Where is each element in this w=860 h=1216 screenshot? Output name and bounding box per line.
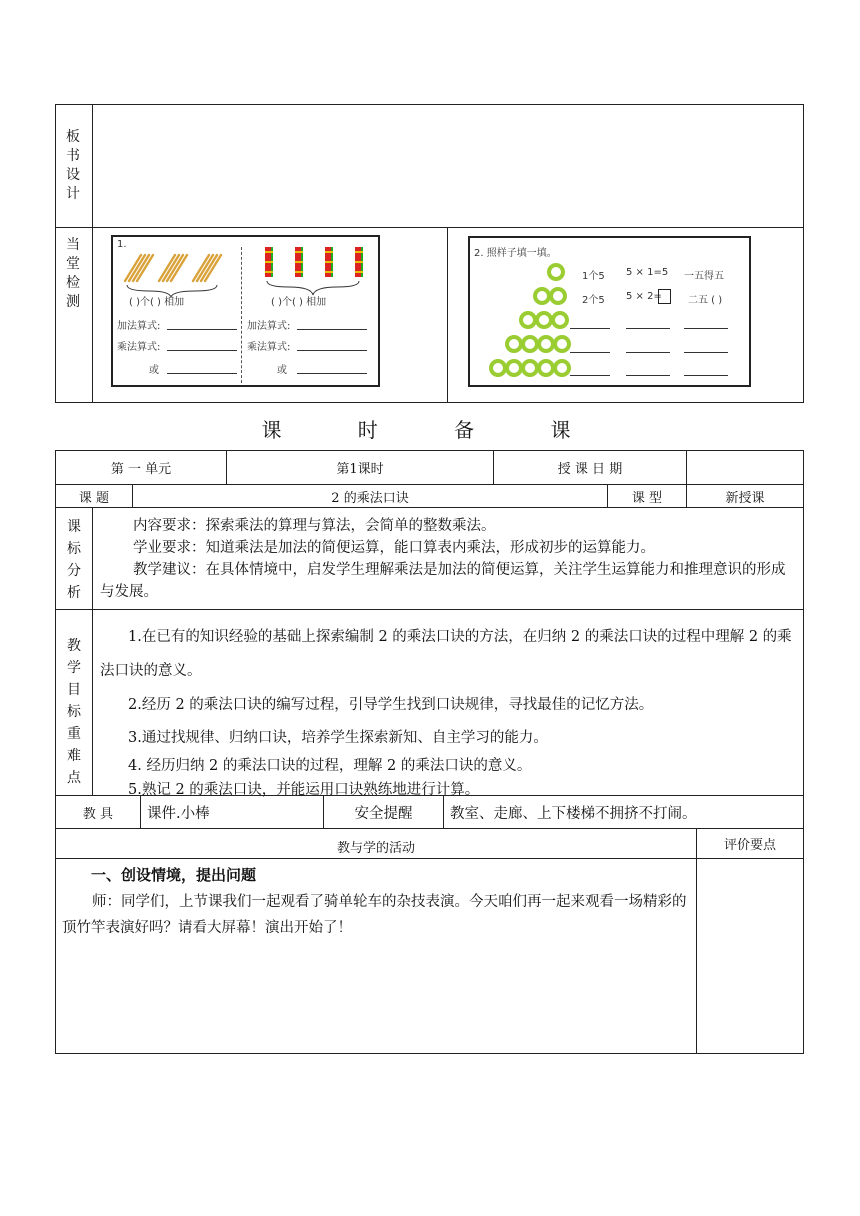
row1-count: 1个5 — [582, 271, 605, 282]
left-or-blank[interactable] — [167, 373, 237, 374]
tools-label: 教 具 — [82, 806, 114, 822]
safety-label: 安全提醒 — [354, 805, 413, 822]
blank-r3-c[interactable] — [684, 328, 728, 329]
board-design-label: 板书设计 — [66, 129, 80, 202]
check-col-divider — [447, 227, 448, 403]
lesson-type-label: 课 型 — [631, 490, 663, 506]
activity-section-title: 一、创设情境，提出问题 — [91, 866, 257, 884]
goal-item-5: 5.熟记 2 的乘法口诀，并能运用口诀熟练地进行计算。 — [128, 782, 480, 798]
standards-label: 课标分析 — [67, 519, 81, 601]
goals-content — [100, 620, 798, 802]
goals-label: 教学目标重难点 — [67, 638, 81, 786]
left-group-caption: ( )个( ) 相加 — [129, 297, 185, 308]
activities-header: 教与学的活动 — [336, 841, 415, 856]
right-mul-blank[interactable] — [297, 350, 367, 351]
row1-equation: 5 × 1=5 — [626, 267, 669, 278]
right-or-label: 或 — [277, 365, 287, 376]
lesson-type-value: 新授课 — [725, 490, 765, 506]
recycle-flowers-image — [482, 260, 576, 382]
standards-content — [100, 515, 798, 603]
topic-label: 课 题 — [78, 490, 110, 506]
unit-cell: 第 一 单元 — [110, 462, 172, 477]
topic-value: 2 的乘法口诀 — [331, 490, 409, 506]
exercise-1-figure — [111, 235, 380, 387]
answer-box[interactable] — [658, 289, 671, 304]
blank-r4-b[interactable] — [626, 352, 670, 353]
exercise-1-dash-divider — [241, 247, 242, 383]
top-table-row-divider — [55, 227, 804, 228]
goal-item-2: 2.经历 2 的乘法口诀的编写过程，引导学生找到口诀规律，寻找最佳的记忆方法。 — [128, 697, 654, 713]
blank-r5-b[interactable] — [626, 375, 670, 376]
tools-value: 课件.小棒 — [147, 805, 210, 822]
standards-line-2: 学业要求：知道乘法是加法的简便运算，能口算表内乘法，形成初步的运算能力。 — [133, 540, 655, 556]
row2-equation: 5 × 2= — [626, 291, 662, 302]
blank-r4-a[interactable] — [570, 352, 610, 353]
lesson-number-cell: 第1课时 — [336, 462, 384, 477]
block-towers-image — [261, 243, 371, 299]
blank-r4-c[interactable] — [684, 352, 728, 353]
evaluation-header: 评价要点 — [723, 838, 776, 853]
left-or-label: 或 — [149, 365, 159, 376]
row2-count: 2个5 — [582, 295, 605, 306]
right-or-blank[interactable] — [297, 373, 367, 374]
blank-r3-a[interactable] — [570, 328, 610, 329]
row1-rhyme: 一五得五 — [684, 271, 724, 282]
goal-item-4: 4. 经历归纳 2 的乘法口诀的过程，理解 2 的乘法口诀的意义。 — [128, 758, 532, 774]
teaching-date-label: 授 课 日 期 — [557, 462, 623, 477]
page-heading: 课 时 备 课 — [261, 418, 599, 442]
goal-item-3: 3.通过找规律、归纳口诀，培养学生探索新知、自主学习的能力。 — [128, 730, 548, 746]
right-mul-label: 乘法算式: — [247, 342, 291, 353]
teaching-date-value[interactable] — [687, 451, 803, 484]
standards-line-1: 内容要求：探索乘法的算理与算法，会简单的整数乘法。 — [133, 518, 496, 534]
standards-line-3: 教学建议：在具体情境中，启发学生理解乘法是加法的简便运算，关注学生运算能力和推理意识的形成与发展。 — [100, 562, 786, 600]
safety-value: 教室、走廊、上下楼梯不拥挤不打闹。 — [450, 805, 697, 822]
blank-r5-a[interactable] — [570, 375, 610, 376]
top-table-divider — [92, 104, 93, 403]
blank-r5-c[interactable] — [684, 375, 728, 376]
right-add-blank[interactable] — [297, 329, 367, 330]
activity-paragraph: 师：同学们，上节课我们一起观看了骑单轮车的杂技表演。今天咱们再一起来观看一场精彩的顶竹竿表演好吗？请看大屏幕！演出开始了！ — [62, 894, 687, 936]
left-mul-label: 乘法算式: — [117, 342, 161, 353]
row2-rhyme: 二五 ( ) — [688, 295, 723, 306]
goal-item-1: 1.在已有的知识经验的基础上探索编制 2 的乘法口诀的方法，在归纳 2 的乘法口诀的过程中理解 2 的乘法口诀的意义。 — [100, 629, 792, 679]
left-mul-blank[interactable] — [167, 350, 237, 351]
exercise-1-number: 1. — [117, 239, 127, 250]
left-add-label: 加法算式: — [117, 321, 161, 332]
exercise-2-figure — [468, 236, 751, 387]
left-add-blank[interactable] — [167, 329, 237, 330]
exercise-2-title: 2. 照样子填一填。 — [474, 248, 557, 259]
right-group-caption: ( )个( ) 相加 — [271, 297, 327, 308]
class-check-label: 当堂检测 — [66, 237, 80, 310]
right-add-label: 加法算式: — [247, 321, 291, 332]
blank-r3-b[interactable] — [626, 328, 670, 329]
